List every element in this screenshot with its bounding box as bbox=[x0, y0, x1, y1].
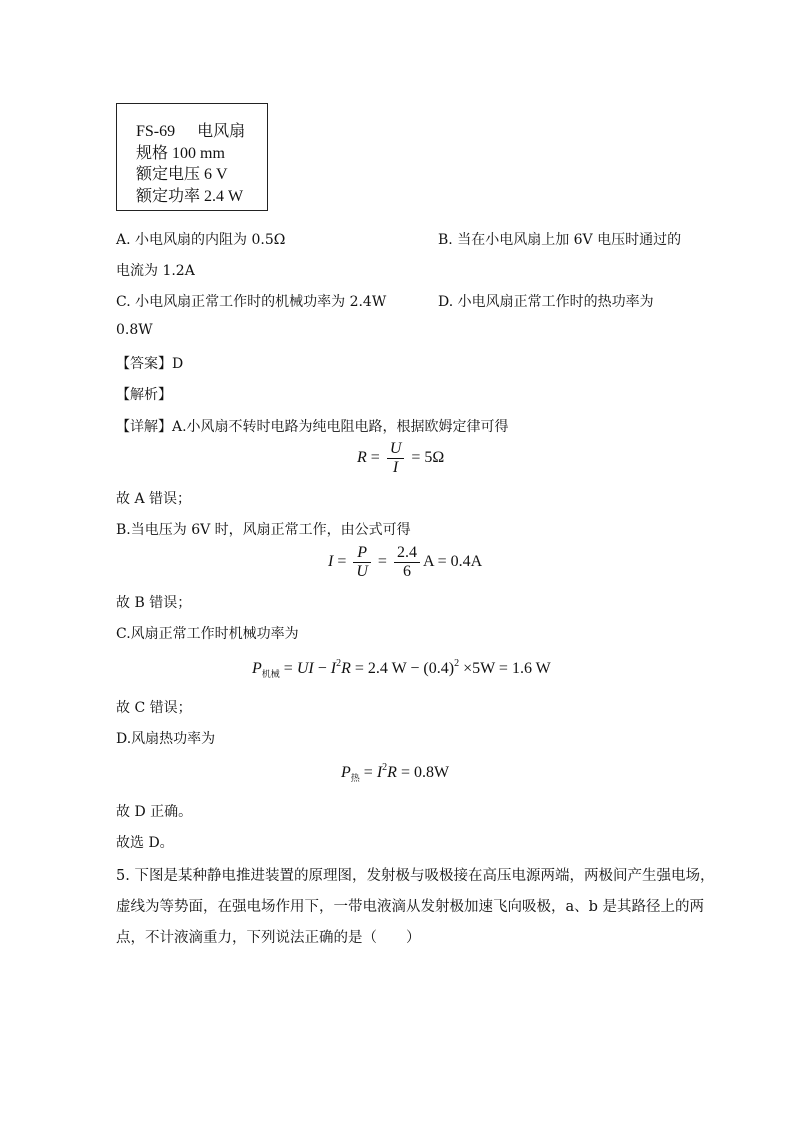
question5-line2: 虚线为等势面，在强电场作用下，一带电液滴从发射极加速飞向吸极，a、b 是其路径上的两 bbox=[116, 899, 705, 915]
answer-line bbox=[116, 353, 183, 373]
eq1-fraction bbox=[387, 440, 405, 477]
eq3-i: I bbox=[330, 660, 337, 677]
equation-2: I = $\frac{P}{U}$ = $\frac{2.4}{6}$ A = 0.4A bbox=[328, 544, 483, 580]
eq3-minus: − bbox=[313, 660, 331, 677]
eq2-rhs: A = 0.4A bbox=[422, 553, 483, 571]
detail-intro: 【详解】A.小风扇不转时电路为纯电阻电路，根据欧姆定律可得 bbox=[116, 419, 509, 435]
eq4-sq: 2 bbox=[382, 762, 388, 773]
equation-1: R = $\frac{U}{I}$ = 5Ω bbox=[357, 440, 445, 476]
spec-model-line bbox=[136, 118, 245, 141]
eq4-eq: = bbox=[359, 764, 377, 781]
eq1-num: U bbox=[387, 440, 405, 459]
eq3-p: P bbox=[252, 660, 262, 677]
eq3-sq: 2 bbox=[336, 658, 342, 669]
final-choice: 故选 D。 bbox=[116, 835, 174, 851]
eq2-den1: U bbox=[356, 563, 368, 580]
spec-box bbox=[116, 103, 268, 211]
conclusion-d: 故 D 正确。 bbox=[116, 804, 193, 820]
eq2-lhs: I bbox=[328, 553, 334, 571]
conclusion-a: 故 A 错误； bbox=[116, 491, 192, 507]
eq1-den: I bbox=[392, 459, 399, 476]
eq4-tail: = 0.8W bbox=[396, 764, 450, 781]
analysis-label: 【解析】 bbox=[116, 387, 172, 403]
eq3-tail1: = 2.4 W − (0.4) bbox=[350, 660, 455, 677]
spec-power: 额定功率 2.4 W bbox=[136, 188, 244, 205]
eq1-rhs: = 5Ω bbox=[411, 449, 445, 467]
option-c: C. 小电风扇正常工作时的机械功率为 2.4W bbox=[116, 294, 387, 310]
equation-4 bbox=[341, 762, 449, 784]
eq3-eq: = bbox=[279, 660, 297, 677]
spec-model: FS-69 bbox=[136, 123, 176, 140]
option-b-line1: B. 当在小电风扇上加 6V 电压时通过的 bbox=[438, 232, 682, 248]
question5-line1: 5. 下图是某种静电推进装置的原理图，发射极与吸极接在高压电源两端，两极间产生强电场， bbox=[116, 868, 715, 884]
eq2-num2: 2.4 bbox=[394, 544, 420, 563]
spec-name: 电风扇 bbox=[197, 123, 246, 140]
eq2-fraction-2 bbox=[394, 544, 420, 581]
answer-label: 【答案】 bbox=[116, 356, 172, 372]
detail-c-text: C.风扇正常工作时机械功率为 bbox=[116, 626, 299, 642]
equation-3 bbox=[252, 658, 551, 680]
conclusion-c: 故 C 错误； bbox=[116, 700, 192, 716]
spec-voltage: 额定电压 6 V bbox=[136, 166, 228, 183]
eq1-lhs: R bbox=[357, 449, 367, 467]
eq3-ui: UI bbox=[296, 660, 314, 677]
conclusion-b: 故 B 错误； bbox=[116, 595, 192, 611]
option-d-line1: D. 小电风扇正常工作时的热功率为 bbox=[438, 294, 654, 310]
option-d-line2: 0.8W bbox=[116, 322, 153, 338]
spec-size: 规格 100 mm bbox=[136, 145, 225, 162]
eq2-num1: P bbox=[353, 544, 371, 563]
option-b-line2: 电流为 1.2A bbox=[116, 263, 195, 279]
eq3-tail-sq: 2 bbox=[454, 658, 460, 669]
detail-b-text: B.当电压为 6V 时，风扇正常工作，由公式可得 bbox=[116, 522, 411, 538]
eq4-r: R bbox=[387, 764, 397, 781]
eq3-sub: 机械 bbox=[261, 669, 280, 679]
eq4-p: P bbox=[341, 764, 351, 781]
eq4-sub: 热 bbox=[350, 773, 360, 783]
answer-value: D bbox=[172, 356, 184, 372]
option-a: A. 小电风扇的内阻为 0.5Ω bbox=[116, 232, 286, 248]
eq4-i: I bbox=[376, 764, 383, 781]
eq2-fraction-1 bbox=[353, 544, 371, 581]
detail-d-text: D.风扇热功率为 bbox=[116, 731, 216, 747]
eq2-den2: 6 bbox=[402, 563, 411, 580]
eq3-r: R bbox=[341, 660, 351, 677]
eq3-tail2: ×5W = 1.6 W bbox=[459, 660, 551, 677]
question5-line3: 点，不计液滴重力，下列说法正确的是（ ） bbox=[116, 930, 421, 946]
